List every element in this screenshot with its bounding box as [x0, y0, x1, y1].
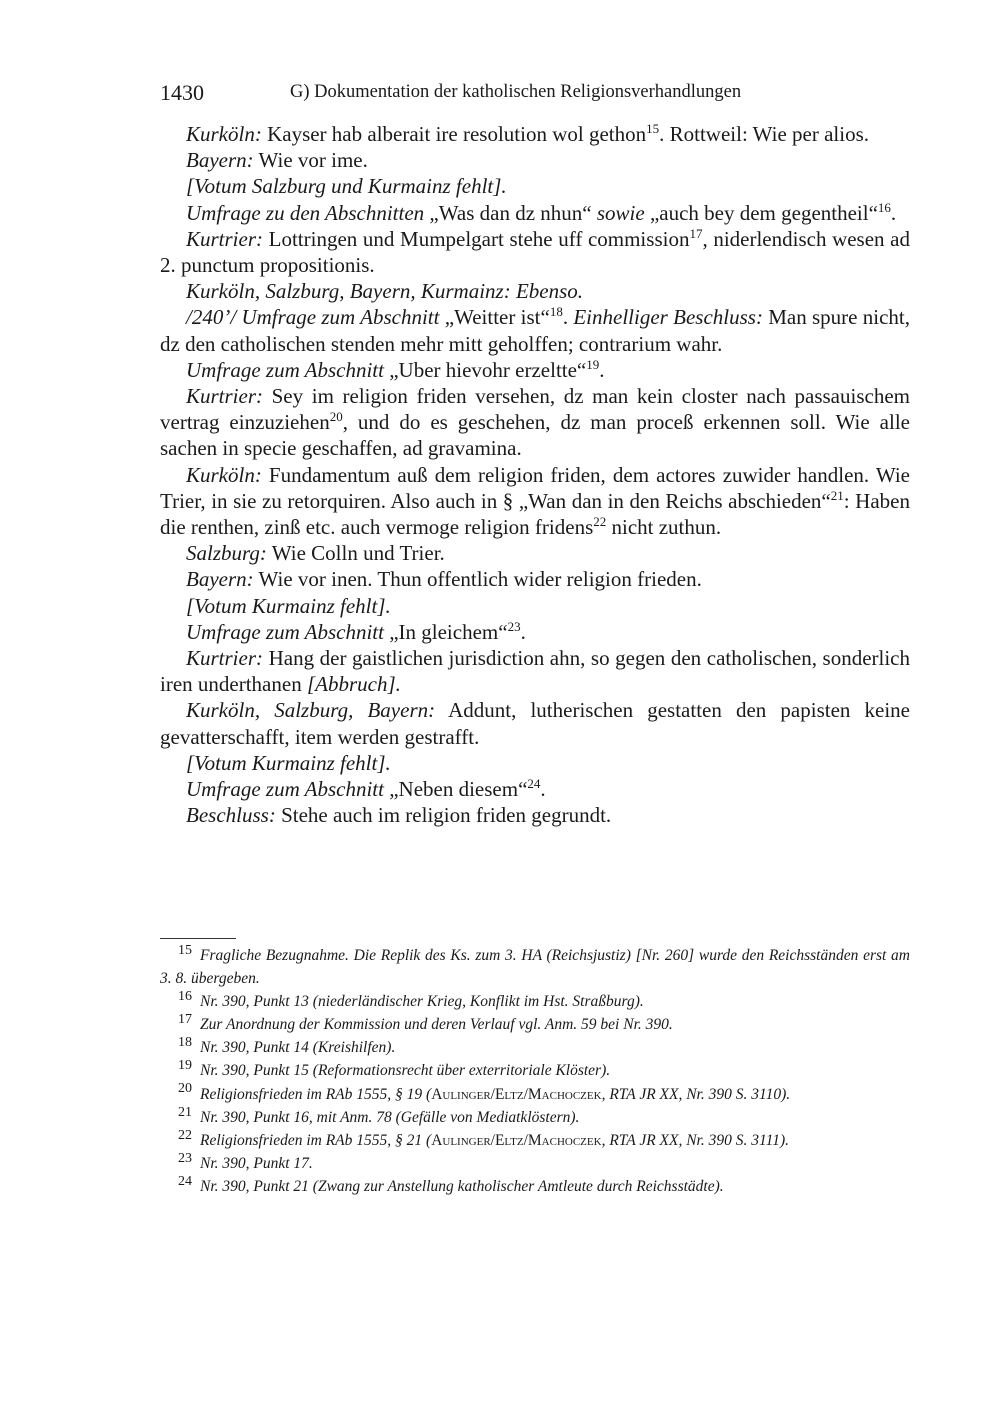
paragraph [160, 750, 910, 776]
paragraph [160, 462, 910, 541]
footnote-ref[interactable]: 15 [646, 121, 660, 136]
text: „auch bey dem gegentheil“ [644, 200, 878, 225]
text: , niderlendisch wesen ad 2. punctum propositionis. [160, 226, 910, 278]
text: „Uber hievohr erzeltte“ [383, 357, 587, 382]
footnote [160, 1175, 910, 1198]
speaker: Salzburg: [186, 541, 267, 566]
footnote [160, 1059, 910, 1082]
paragraph [160, 226, 910, 278]
running-title: G) Dokumentation der katholischen Religionsverhandlungen [290, 82, 742, 102]
footnote-text: Zur Anordnung der Kommission und deren Verlauf vgl. Anm. 59 bei Nr. 390. [200, 1016, 673, 1034]
speaker: Kurköln: [186, 462, 262, 487]
paragraph [160, 121, 910, 147]
paragraph [160, 540, 910, 566]
section-label: Umfrage zum Abschnitt [186, 777, 384, 802]
paragraph [160, 357, 910, 383]
footnote-number: 24 [178, 1173, 192, 1189]
footnote-number: 21 [178, 1104, 192, 1120]
footnote-text: Nr. 390, Punkt 17. [200, 1154, 313, 1172]
footnote-ref[interactable]: 20 [329, 409, 343, 425]
footnote-authors: Aulinger/Eltz/Machoczek [431, 1131, 602, 1149]
footnote-ref[interactable]: 22 [593, 514, 607, 530]
paragraph [160, 304, 910, 356]
text: Stehe auch im religion friden gegrundt. [275, 803, 612, 828]
text: „Neben diesem“ [383, 777, 528, 802]
text: Wie vor ime. [253, 148, 368, 173]
paragraph [160, 173, 910, 199]
footnote [160, 1129, 910, 1152]
running-header [160, 80, 920, 108]
paragraph [160, 278, 910, 304]
footnote-number: 18 [178, 1035, 192, 1051]
footnote-ref[interactable]: 16 [877, 199, 891, 215]
footnote [160, 944, 910, 990]
text: Wie vor inen. Thun offentlich wider religion frieden. [253, 567, 702, 592]
speaker: Bayern: [186, 567, 254, 592]
text: Fundamentum auß dem religion friden, dem actores zuwider handlen. Wie Trier, in sie zu retorquiren. Also auch in § „Wan dan in den Reichs abschieden“ [160, 462, 910, 513]
text: „Was dan dz nhun“ [424, 200, 597, 225]
text: Wie Colln und Trier. [266, 541, 445, 566]
text: nicht zuthun. [606, 515, 722, 540]
footnote-authors: Aulinger/Eltz/Machoczek [431, 1085, 602, 1103]
section-label: Einhelliger Beschluss: [573, 305, 763, 330]
footnote-text: Religionsfrieden im RAb 1555, § 19 ( [200, 1085, 432, 1103]
section-label: Umfrage zum Abschnitt [186, 357, 384, 382]
footnote [160, 1013, 910, 1036]
text: . [540, 777, 546, 802]
editorial-note: Kurköln, Salzburg, Bayern, Kurmainz: Ebenso. [186, 279, 584, 304]
text: . Rottweil: Wie per alios. [659, 122, 870, 146]
section-label: /240’/ Umfrage zum Abschnitt [186, 305, 440, 330]
footnote-text: , RTA JR XX, Nr. 390 S. 3111). [601, 1131, 789, 1149]
paragraph [160, 383, 910, 462]
footnote-text: Religionsfrieden im RAb 1555, § 21 ( [200, 1131, 432, 1149]
section-label: Umfrage zum Abschnitt [186, 619, 384, 644]
editorial-note: [Votum Salzburg und Kurmainz fehlt]. [186, 174, 507, 199]
footnote-ref[interactable]: 19 [586, 356, 600, 372]
text: . [520, 619, 526, 644]
main-text [160, 121, 910, 828]
footnote-text: Nr. 390, Punkt 21 (Zwang zur Anstellung katholischer Amtleute durch Reichsstädte). [200, 1177, 724, 1195]
editorial-note: [Votum Kurmainz fehlt]. [186, 750, 391, 775]
text: Sey im religion friden versehen, dz man kein closter nach passauischem vertrag einzuziehen [160, 384, 910, 435]
footnote-text: Nr. 390, Punkt 16, mit Anm. 78 (Gefälle von Mediatklöstern). [200, 1108, 580, 1126]
paragraph [160, 802, 910, 828]
footnote-divider [160, 938, 236, 939]
footnote-ref[interactable]: 23 [507, 618, 521, 634]
footnote-text: Nr. 390, Punkt 13 (niederländischer Krieg, Konflikt im Hst. Straßburg). [200, 993, 644, 1011]
text: Man spure nicht, dz den catholischen stenden mehr mitt geholffen; contrarium wahr. [160, 305, 911, 356]
text: Addunt, lutherischen gestatten den papisten keine gevatterschafft, item werden gestrafft. [160, 698, 911, 749]
footnotes [160, 944, 910, 1198]
footnote-ref[interactable]: 18 [549, 304, 563, 320]
editorial-word: sowie [596, 200, 645, 225]
speaker: Kurtrier: [186, 384, 264, 409]
text: . [562, 305, 574, 330]
footnote-text: Fragliche Bezugnahme. Die Replik des Ks. zum 3. HA (Reichsjustiz) [Nr. 260] wurde den Reichsständen erst am 3. 8. übergeben. [160, 947, 910, 988]
footnote-number: 23 [178, 1150, 192, 1166]
paragraph [160, 697, 910, 749]
footnote-text: , RTA JR XX, Nr. 390 S. 3110). [601, 1085, 791, 1103]
speaker: Kurköln, Salzburg, Bayern: [186, 698, 436, 723]
footnote-number: 16 [178, 989, 192, 1005]
footnote [160, 1036, 910, 1059]
editorial-note: [Abbruch]. [306, 672, 401, 697]
text: Hang der gaistlichen jurisdiction ahn, so gegen den catholischen, sonderlich iren underthanen [160, 646, 910, 697]
speaker: Kurtrier: [186, 226, 264, 251]
speaker: Kurköln: [186, 122, 262, 146]
speaker: Kurtrier: [186, 646, 264, 671]
speaker: Bayern: [186, 148, 254, 173]
footnote-number: 15 [178, 942, 192, 958]
paragraph [160, 200, 910, 226]
footnote-number: 17 [178, 1012, 192, 1028]
text: . [890, 200, 897, 225]
footnote-ref[interactable]: 24 [527, 776, 541, 792]
footnote-text: Nr. 390, Punkt 15 (Reformationsrecht über exterritoriale Klöster). [200, 1062, 611, 1080]
paragraph [160, 645, 910, 697]
text: „Weitter ist“ [439, 305, 550, 330]
section-label: Umfrage zu den Abschnitten [186, 200, 425, 225]
text: Lottringen und Mumpelgart stehe uff commission [263, 226, 690, 251]
paragraph [160, 776, 910, 802]
paragraph [160, 566, 910, 592]
paragraph [160, 147, 910, 173]
text: Kayser hab alberait ire resolution wol gethon [261, 122, 647, 146]
text: , und do es geschehen, dz man proceß erkennen soll. Wie alle sachen in specie geschaffen, ad gravamina. [160, 410, 910, 461]
section-label: Beschluss: [186, 803, 276, 828]
footnote-number: 22 [178, 1127, 192, 1143]
paragraph [160, 593, 910, 619]
footnote [160, 1152, 910, 1175]
page-number: 1430 [160, 80, 204, 105]
footnote-ref[interactable]: 21 [830, 487, 844, 503]
text: „In gleichem“ [383, 619, 508, 644]
text: . [599, 357, 605, 382]
paragraph [160, 619, 910, 645]
footnote [160, 990, 910, 1013]
footnote-ref[interactable]: 17 [689, 225, 703, 241]
editorial-note: [Votum Kurmainz fehlt]. [186, 593, 391, 618]
footnote-number: 20 [178, 1081, 192, 1097]
footnote-number: 19 [178, 1058, 192, 1074]
text: : Haben die renthen, zinß etc. auch vermoge religion fridens [160, 488, 910, 540]
footnote-text: Nr. 390, Punkt 14 (Kreishilfen). [200, 1039, 396, 1057]
footnote [160, 1106, 910, 1129]
footnote [160, 1083, 910, 1106]
